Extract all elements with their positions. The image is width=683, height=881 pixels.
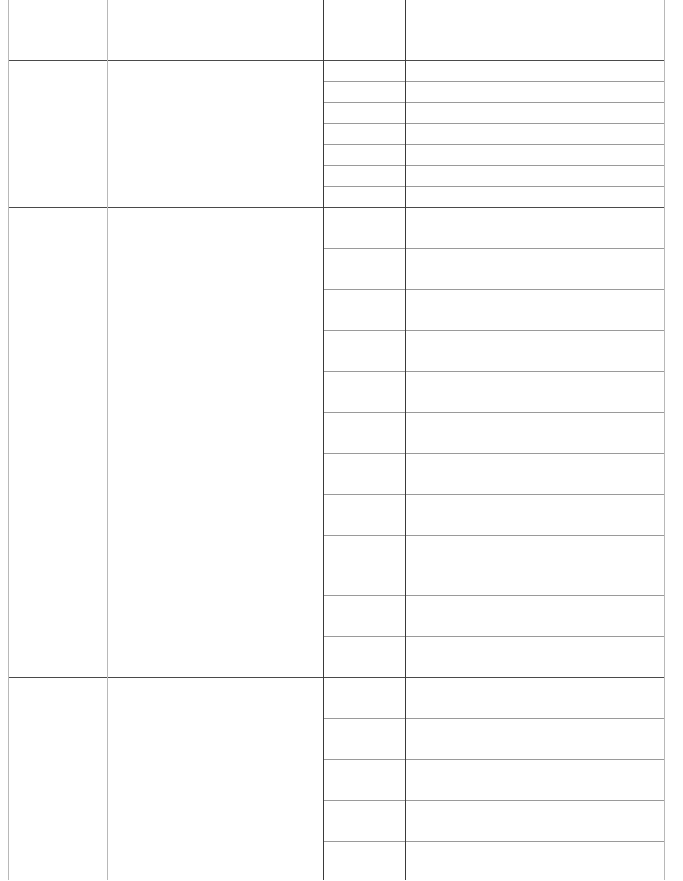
item-code — [323, 5, 405, 60]
item-description — [405, 102, 664, 123]
item-code — [323, 81, 405, 102]
item-code — [323, 207, 405, 248]
item-description — [405, 207, 664, 248]
item-description — [405, 186, 664, 207]
item-code — [323, 123, 405, 144]
item-code — [323, 718, 405, 759]
item-description — [405, 494, 664, 535]
group-name — [107, 5, 323, 60]
item-description — [405, 165, 664, 186]
item-description — [405, 677, 664, 718]
item-code — [323, 186, 405, 207]
item-description — [405, 81, 664, 102]
item-description — [405, 636, 664, 677]
item-code — [323, 102, 405, 123]
item-code — [323, 248, 405, 289]
item-description — [405, 289, 664, 330]
column-rule-right — [664, 0, 665, 880]
item-code — [323, 759, 405, 800]
item-code — [323, 800, 405, 841]
item-description — [405, 248, 664, 289]
item-description — [405, 144, 664, 165]
item-description — [405, 800, 664, 841]
column-rule-code — [107, 0, 108, 880]
item-code — [323, 535, 405, 595]
item-description — [405, 412, 664, 453]
item-description — [405, 123, 664, 144]
item-description — [405, 453, 664, 494]
item-description — [405, 371, 664, 412]
group-code — [8, 677, 107, 880]
item-code — [323, 636, 405, 677]
item-code — [323, 595, 405, 636]
item-description — [405, 330, 664, 371]
item-code — [323, 412, 405, 453]
item-code — [323, 841, 405, 880]
group-name — [107, 677, 323, 880]
item-description — [405, 841, 664, 880]
item-code — [323, 677, 405, 718]
item-description — [405, 5, 664, 60]
item-code — [323, 494, 405, 535]
item-code — [323, 60, 405, 81]
item-description — [405, 595, 664, 636]
item-code — [323, 453, 405, 494]
group-code — [8, 5, 107, 60]
column-rule-item — [405, 0, 406, 880]
group-code — [8, 60, 107, 207]
group-code — [8, 207, 107, 677]
item-code — [323, 144, 405, 165]
item-description — [405, 759, 664, 800]
group-name — [107, 207, 323, 677]
item-code — [323, 371, 405, 412]
item-description — [405, 535, 664, 595]
column-rule-name — [323, 0, 324, 880]
item-code — [323, 330, 405, 371]
item-code — [323, 289, 405, 330]
item-description — [405, 718, 664, 759]
item-code — [323, 165, 405, 186]
group-name — [107, 60, 323, 207]
column-rule-left — [8, 0, 9, 880]
item-description — [405, 60, 664, 81]
